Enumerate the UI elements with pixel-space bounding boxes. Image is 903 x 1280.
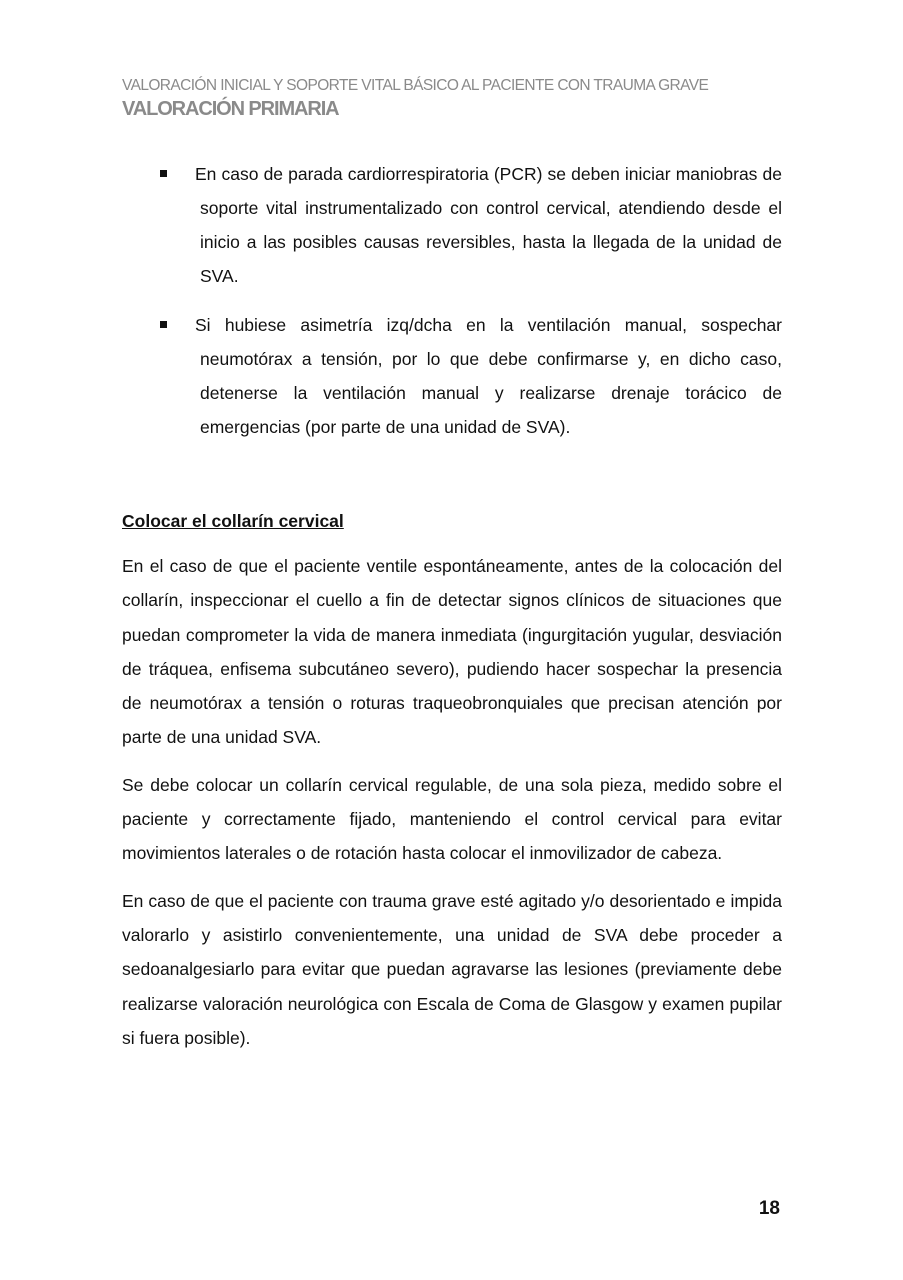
header-subtitle: VALORACIÓN INICIAL Y SOPORTE VITAL BÁSICO AL PACIENTE CON TRAUMA GRAVE xyxy=(122,77,709,94)
section-heading: Colocar el collarín cervical xyxy=(122,511,344,531)
paragraph: En el caso de que el paciente ventile espontáneamente, antes de la colocación del collarín, inspeccionar el cuello a fin de detectar signos clínicos de situaciones que puedan comprometer la vida de manera inmediata (ingurgitación yugular, desviación de tráquea, enfisema subcutáneo severo), pudiendo hacer sospechar la presencia de neumotórax a tensión o roturas traqueobronquiales que precisan atención por parte de una unidad SVA. xyxy=(122,556,782,748)
paragraph: Se debe colocar un collarín cervical regulable, de una sola pieza, medido sobre el paciente y correctamente fijado, manteniendo el control cervical para evitar movimientos laterales o de rotación hasta colocar el inmovilizador de cabeza. xyxy=(122,774,782,864)
list-item-text: Si hubiese asimetría izq/dcha en la ventilación manual, sospechar neumotórax a tensión, por lo que debe confirmarse y, en dicho caso, detenerse la ventilación manual y realizarse drenaje torácico de emergencias (por parte de una unidad de SVA). xyxy=(195,315,782,437)
list-item xyxy=(122,157,782,293)
page-number: 18 xyxy=(758,1198,780,1219)
section-collarin xyxy=(122,504,782,1068)
list-item xyxy=(122,308,782,444)
square-bullet-icon xyxy=(160,170,167,177)
bullet-list xyxy=(122,157,782,459)
header-title: VALORACIÓN PRIMARIA xyxy=(122,98,339,120)
running-header xyxy=(122,76,782,122)
square-bullet-icon xyxy=(160,321,167,328)
paragraph: En caso de que el paciente con trauma grave esté agitado y/o desorientado e impida valorarlo y asistirlo convenientemente, una unidad de SVA debe proceder a sedoanalgesiarlo para evitar que puedan agravarse las lesiones (previamente debe realizarse valoración neurológica con Escala de Coma de Glasgow y examen pupilar si fuera posible). xyxy=(122,890,782,1048)
list-item-text: En caso de parada cardiorrespiratoria (PCR) se deben iniciar maniobras de soporte vital instrumentalizado con control cervical, atendiendo desde el inicio a las posibles causas reversibles, hasta la llegada de la unidad de SVA. xyxy=(195,164,782,286)
